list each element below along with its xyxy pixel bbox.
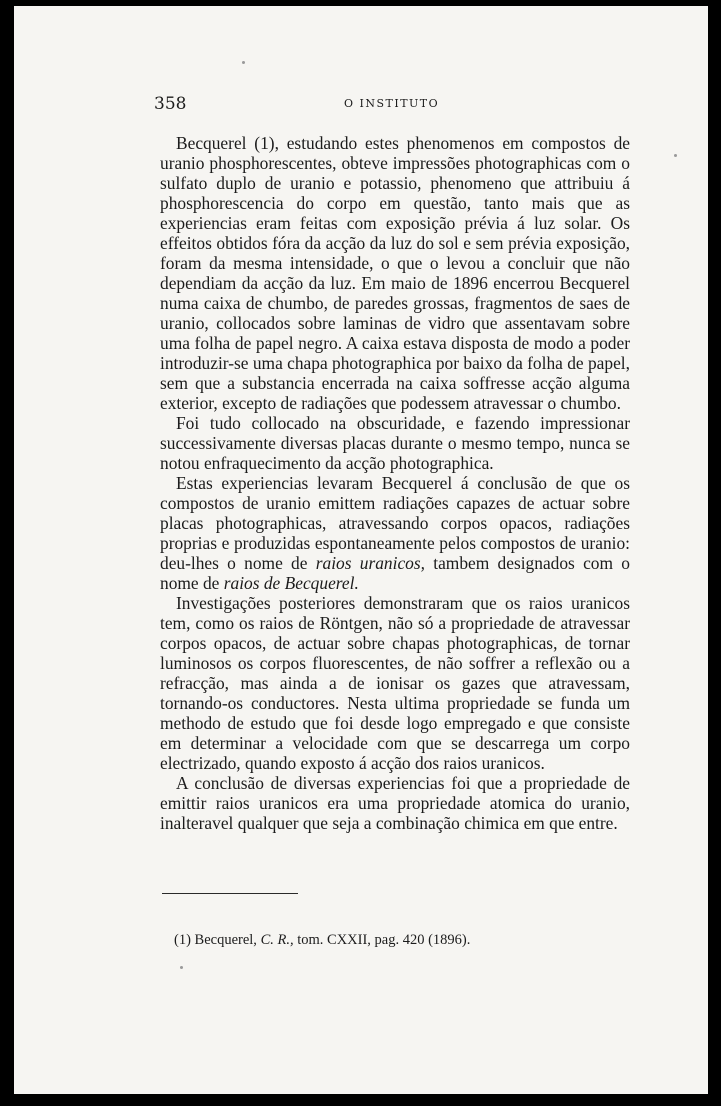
page-number: 358	[154, 94, 187, 114]
italic-text: C. R.,	[260, 932, 294, 948]
footnote-rule	[162, 893, 298, 894]
body-text	[160, 133, 630, 833]
page-header	[154, 94, 654, 116]
text-run: Investigações posteriores demonstraram que os raios uranicos tem, como os raios de Röntgen, não só a propriedade de atravessar corpos opacos, de actuar sobre chapas photographicas, de tornar luminosos os corpos fluorescentes, de não soffrer a reflexão ou a refracção, mas ainda a de ionisar os gazes que atravessam, tornando-os conductores. Nesta ultima propriedade se funda um methodo de estudo que foi desde logo empregado e que consiste em determinar a velocidade com que se descarrega um corpo electrizado, quando exposto á acção dos raios uranicos.	[160, 593, 630, 773]
paragraph	[160, 133, 630, 413]
text-run: Estas experiencias levaram Becquerel á conclusão de que os compostos de uranio emittem radiações capazes de actuar sobre placas photographicas, atravessando corpos opacos, radiações proprias e produzidas espontaneamente pelos compostos de uranio: deu-lhes o nome de	[160, 473, 630, 573]
italic-text: raios de Becquerel.	[223, 573, 359, 593]
print-speck	[242, 61, 245, 64]
text-run: Foi tudo collocado na obscuridade, e fazendo impressionar successivamente diversas placas durante o mesmo tempo, nunca se notou enfraquecimento da acção photographica.	[160, 413, 630, 473]
book-page	[14, 6, 708, 1094]
running-title: O INSTITUTO	[344, 97, 440, 110]
text-run: A conclusão de diversas experiencias foi que a propriedade de emittir raios uranicos era uma propriedade atomica do uranio, inalteravel qualquer que seja a combinação chimica em que entre.	[160, 773, 630, 833]
text-run: (1) Becquerel,	[174, 932, 261, 948]
text-run: Becquerel (1), estudando estes phenomenos em compostos de uranio phosphorescentes, obteve impressões photographicas com o sulfato duplo de uranio e potassio, phenomeno que attribuiu á phosphorescencia do corpo em questão, tanto mais que as experiencias eram feitas com exposição prévia á luz solar. Os effeitos obtidos fóra da acção da luz do sol e sem prévia exposição, foram da mesma intensidade, o que o levou a concluir que não dependiam da acção da luz. Em maio de 1896 encerrou Becquerel numa caixa de chumbo, de paredes grossas, fragmentos de saes de uranio, collocados sobre laminas de vidro que assentavam sobre uma folha de papel negro. A caixa estava disposta de modo a poder introduzir-se uma chapa photographica por baixo da folha de papel, sem que a substancia encerrada na caixa soffresse acção alguma exterior, excepto de radiações que podessem atravessar o chumbo.	[160, 133, 630, 413]
print-speck	[674, 154, 677, 157]
text-run: tambem designados com o nome de	[160, 553, 630, 593]
italic-text: raios uranicos,	[315, 553, 425, 573]
paragraph	[160, 773, 630, 833]
text-run: tom. CXXII, pag. 420 (1896).	[293, 932, 471, 948]
paragraph	[160, 413, 630, 473]
paragraph	[160, 473, 630, 593]
paragraph	[160, 593, 630, 773]
footnote	[174, 931, 644, 949]
print-speck	[180, 966, 183, 969]
